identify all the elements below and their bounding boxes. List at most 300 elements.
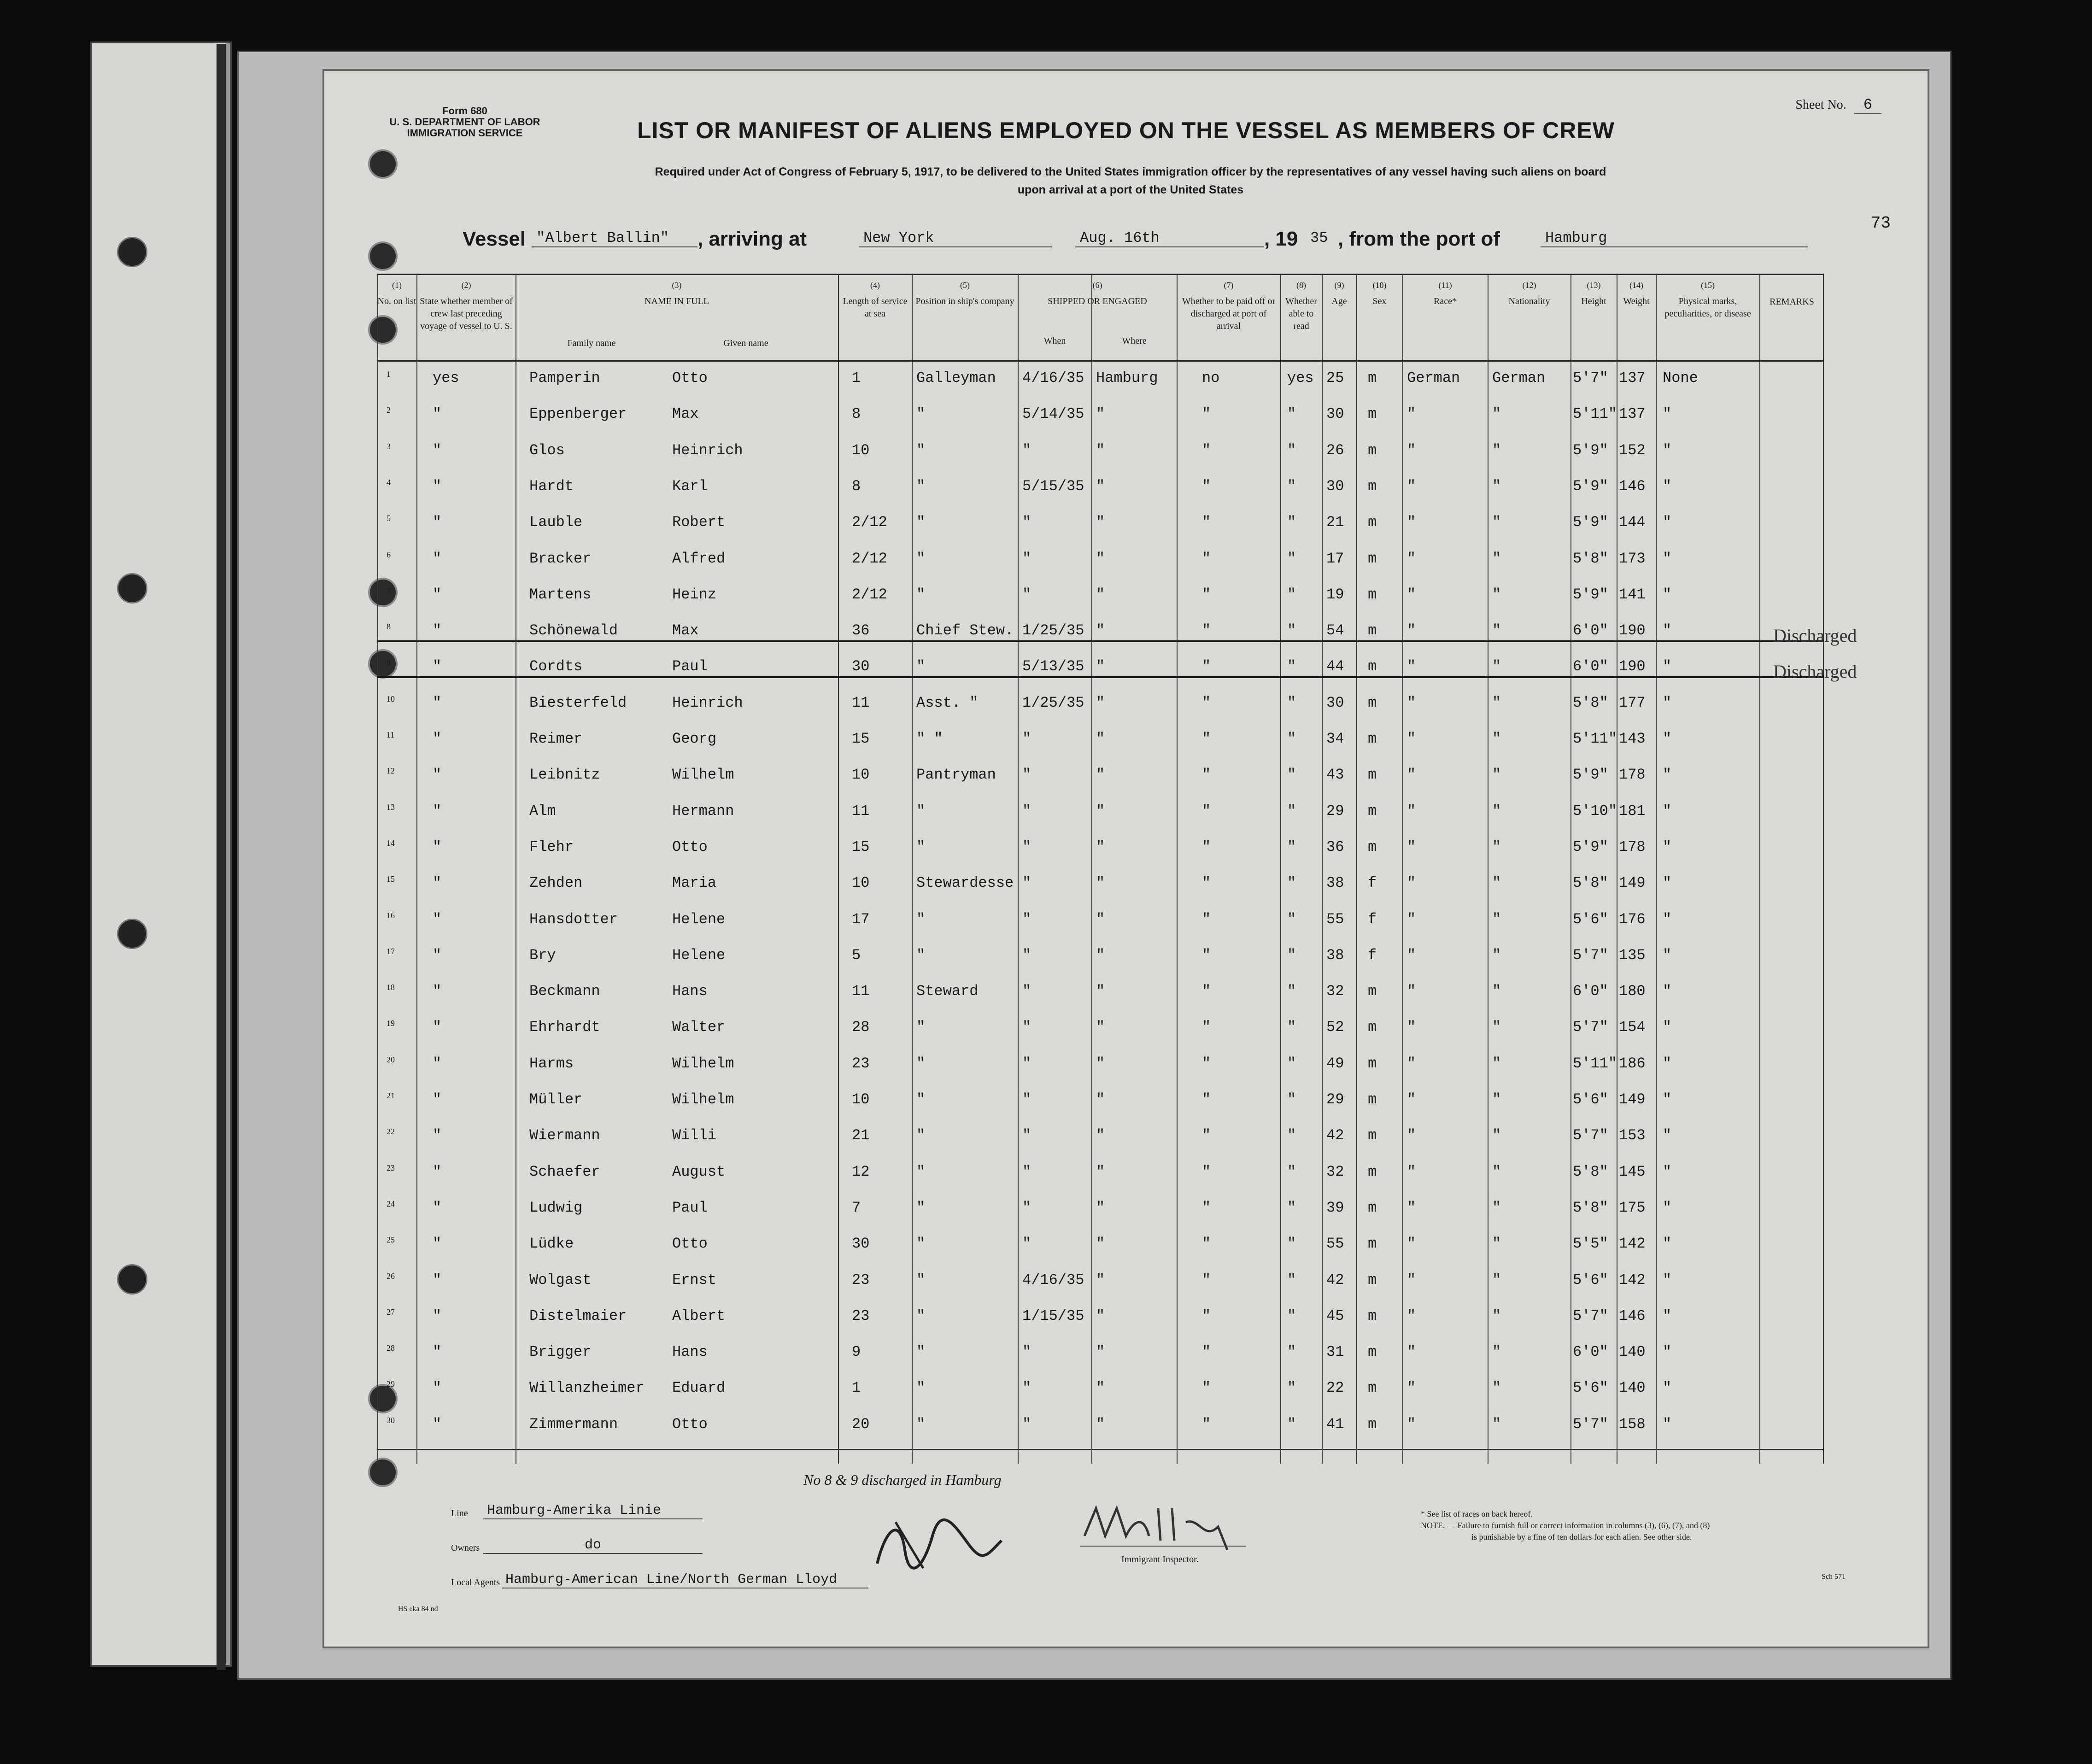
header-family-name: Family name <box>567 338 616 348</box>
cell-weight: 176 <box>1619 910 1646 928</box>
cell-position: " <box>916 1415 926 1433</box>
cell-position: " <box>916 1343 926 1361</box>
cell-position: " <box>916 802 926 820</box>
cell-height: 5'8" <box>1573 1163 1608 1180</box>
cell-shipped-where: " <box>1096 983 1105 1000</box>
cell-previous-voyage: " <box>433 1307 442 1324</box>
cell-given-name: Paul <box>672 658 708 675</box>
cell-race: " <box>1407 1019 1416 1036</box>
col-number: (8) <box>1296 281 1306 290</box>
cell-shipped-where: " <box>1096 1307 1105 1324</box>
cell-weight: 142 <box>1619 1271 1646 1289</box>
cell-height: 6'0" <box>1573 622 1608 639</box>
cell-previous-voyage: " <box>433 1091 442 1108</box>
cell-sex: m <box>1368 1019 1377 1036</box>
cell-nationality: " <box>1492 946 1501 964</box>
table-row <box>377 478 1824 514</box>
cell-able-to-read: " <box>1287 694 1296 711</box>
col-label: NAME IN FULL <box>645 296 709 307</box>
cell-height: 5'7" <box>1573 1127 1608 1144</box>
cell-sex: m <box>1368 1235 1377 1253</box>
cell-shipped-when: 5/13/35 <box>1022 658 1084 675</box>
cell-age: 32 <box>1326 983 1344 1000</box>
col-number: (1) <box>392 281 402 290</box>
immigrant-inspector-label: Immigrant Inspector. <box>1121 1554 1199 1565</box>
cell-shipped-when: " <box>1022 1055 1031 1072</box>
col-label: Race* <box>1434 296 1457 307</box>
cell-weight: 152 <box>1619 441 1646 459</box>
cell-previous-voyage: " <box>433 1343 442 1361</box>
cell-given-name: Albert <box>672 1307 726 1324</box>
cell-family-name: Harms <box>529 1055 574 1072</box>
cell-sex: m <box>1368 1271 1377 1289</box>
cell-age: 39 <box>1326 1199 1344 1216</box>
cell-no: 23 <box>387 1163 395 1172</box>
cell-length-of-service: 10 <box>852 1091 870 1108</box>
cell-paid-off: " <box>1202 1019 1211 1036</box>
cell-race: " <box>1407 766 1416 784</box>
cell-sex: m <box>1368 766 1377 784</box>
cell-paid-off: " <box>1202 766 1211 784</box>
cell-weight: 140 <box>1619 1343 1646 1361</box>
cell-given-name: Max <box>672 622 699 639</box>
cell-previous-voyage: " <box>433 910 442 928</box>
cell-able-to-read: " <box>1287 550 1296 567</box>
cell-height: 5'9" <box>1573 586 1608 603</box>
cell-age: 44 <box>1326 658 1344 675</box>
cell-previous-voyage: " <box>433 946 442 964</box>
cell-weight: 146 <box>1619 1307 1646 1324</box>
line-label: Line <box>451 1508 468 1518</box>
table-row <box>377 1307 1824 1343</box>
cell-paid-off: " <box>1202 477 1211 495</box>
cell-shipped-when: " <box>1022 586 1031 603</box>
table-row <box>377 911 1824 947</box>
cell-nationality: " <box>1492 550 1501 567</box>
cell-sex: f <box>1368 874 1377 892</box>
cell-physical-marks: " <box>1663 1163 1672 1180</box>
cell-physical-marks: " <box>1663 1091 1672 1108</box>
col-label: Length of service at sea <box>843 296 908 319</box>
vessel-name: "Albert Ballin" <box>532 229 697 247</box>
cell-paid-off: " <box>1202 1127 1211 1144</box>
cell-race: " <box>1407 586 1416 603</box>
table-row <box>377 1019 1824 1055</box>
cell-shipped-when: " <box>1022 946 1031 964</box>
cell-length-of-service: 1 <box>852 369 861 387</box>
cell-family-name: Lauble <box>529 514 583 531</box>
cell-position: " <box>916 658 926 675</box>
cell-able-to-read: " <box>1287 622 1296 639</box>
cell-given-name: Walter <box>672 1019 726 1036</box>
cell-shipped-where: " <box>1096 1127 1105 1144</box>
cell-given-name: Maria <box>672 874 717 892</box>
handwritten-sheet-number: 73 <box>1870 214 1891 233</box>
form-code: HS eka 84 nd <box>398 1605 438 1613</box>
cell-length-of-service: 20 <box>852 1415 870 1433</box>
cell-race: " <box>1407 405 1416 423</box>
header-col-2 <box>418 280 515 333</box>
cell-previous-voyage: " <box>433 694 442 711</box>
cell-length-of-service: 30 <box>852 658 870 675</box>
header-col-3 <box>516 280 838 308</box>
cell-age: 30 <box>1326 477 1344 495</box>
departure-port: Hamburg <box>1541 229 1808 247</box>
cell-family-name: Glos <box>529 441 565 459</box>
cell-shipped-where: " <box>1096 838 1105 856</box>
cell-shipped-when: " <box>1022 514 1031 531</box>
table-row <box>377 1272 1824 1307</box>
cell-sex: m <box>1368 658 1377 675</box>
cell-race: " <box>1407 1379 1416 1397</box>
cell-shipped-where: " <box>1096 1163 1105 1180</box>
cell-weight: 190 <box>1619 622 1646 639</box>
cell-position: Steward <box>916 983 979 1000</box>
cell-shipped-when: 4/16/35 <box>1022 1271 1084 1289</box>
col-label: Physical marks, peculiarities, or disease <box>1664 296 1751 319</box>
cell-shipped-when: " <box>1022 910 1031 928</box>
table-row <box>377 983 1824 1019</box>
cell-height: 5'6" <box>1573 910 1608 928</box>
cell-weight: 181 <box>1619 802 1646 820</box>
cell-weight: 177 <box>1619 694 1646 711</box>
cell-previous-voyage: " <box>433 802 442 820</box>
cell-race: " <box>1407 730 1416 747</box>
cell-sex: m <box>1368 983 1377 1000</box>
cell-position: Stewardesse <box>916 874 1014 892</box>
cell-weight: 173 <box>1619 550 1646 567</box>
cell-sex: m <box>1368 1055 1377 1072</box>
cell-physical-marks: " <box>1663 586 1672 603</box>
cell-weight: 178 <box>1619 838 1646 856</box>
cell-given-name: Karl <box>672 477 708 495</box>
table-row <box>377 694 1824 730</box>
cell-given-name: Wilhelm <box>672 1055 734 1072</box>
cell-age: 34 <box>1326 730 1344 747</box>
header-given-name: Given name <box>723 338 768 348</box>
cell-able-to-read: " <box>1287 405 1296 423</box>
cell-sex: m <box>1368 838 1377 856</box>
cell-position: " <box>916 1127 926 1144</box>
col-number: (10) <box>1372 281 1387 290</box>
cell-able-to-read: " <box>1287 874 1296 892</box>
cell-family-name: Flehr <box>529 838 574 856</box>
cell-height: 5'9" <box>1573 477 1608 495</box>
cell-sex: m <box>1368 550 1377 567</box>
cell-family-name: Hardt <box>529 477 574 495</box>
cell-paid-off: " <box>1202 730 1211 747</box>
cell-nationality: " <box>1492 910 1501 928</box>
cell-given-name: Robert <box>672 514 726 531</box>
cell-height: 5'9" <box>1573 514 1608 531</box>
cell-physical-marks: " <box>1663 441 1672 459</box>
cell-position: " <box>916 477 926 495</box>
cell-age: 19 <box>1326 586 1344 603</box>
cell-shipped-when: " <box>1022 1199 1031 1216</box>
cell-height: 5'10" <box>1573 802 1617 820</box>
cell-given-name: Heinrich <box>672 441 743 459</box>
col-label: Age <box>1331 296 1347 307</box>
sheet-number-value: 6 <box>1854 96 1881 114</box>
cell-paid-off: " <box>1202 405 1211 423</box>
cell-shipped-when: " <box>1022 1091 1031 1108</box>
cell-age: 29 <box>1326 802 1344 820</box>
cell-able-to-read: " <box>1287 1415 1296 1433</box>
cell-position: Chief Stew. <box>916 622 1014 639</box>
cell-shipped-where: " <box>1096 1055 1105 1072</box>
col-label: Sex <box>1372 296 1387 307</box>
cell-family-name: Bry <box>529 946 556 964</box>
col-label: No. on list <box>377 296 416 307</box>
cell-physical-marks: " <box>1663 730 1672 747</box>
cell-position: " <box>916 1163 926 1180</box>
cell-nationality: " <box>1492 1055 1501 1072</box>
manifest-footer <box>370 1471 1891 1619</box>
subtitle-line-1: Required under Act of Congress of February 5, 1917, to be delivered to the United States immigration officer by the representatives of any vessel having such aliens on board <box>655 165 1606 178</box>
cell-race: " <box>1407 694 1416 711</box>
binder-ring <box>117 237 147 267</box>
cell-height: 6'0" <box>1573 658 1608 675</box>
cell-no: 8 <box>387 622 391 632</box>
cell-shipped-when: 1/25/35 <box>1022 694 1084 711</box>
cell-given-name: Paul <box>672 1199 708 1216</box>
cell-no: 11 <box>387 730 395 739</box>
cell-race: " <box>1407 1271 1416 1289</box>
cell-length-of-service: 11 <box>852 802 870 820</box>
punch-hole <box>368 241 398 271</box>
cell-nationality: " <box>1492 514 1501 531</box>
cell-nationality: German <box>1492 369 1546 387</box>
header-col-6 <box>1019 280 1176 308</box>
cell-position: " <box>916 1379 926 1397</box>
cell-shipped-where: " <box>1096 946 1105 964</box>
cell-race: " <box>1407 1307 1416 1324</box>
cell-physical-marks: " <box>1663 1199 1672 1216</box>
cell-shipped-when: 5/14/35 <box>1022 405 1084 423</box>
cell-height: 5'7" <box>1573 1415 1608 1433</box>
header-when: When <box>1043 336 1066 346</box>
cell-family-name: Brigger <box>529 1343 592 1361</box>
year-prefix: , 19 <box>1264 228 1298 250</box>
cell-height: 5'8" <box>1573 550 1608 567</box>
cell-shipped-when: " <box>1022 1127 1031 1144</box>
cell-paid-off: " <box>1202 1415 1211 1433</box>
cell-no: 25 <box>387 1235 395 1245</box>
cell-shipped-when: 1/15/35 <box>1022 1307 1084 1324</box>
cell-sex: m <box>1368 441 1377 459</box>
cell-no: 10 <box>387 694 395 703</box>
page-stack-left <box>90 41 232 1667</box>
cell-age: 29 <box>1326 1091 1344 1108</box>
cell-given-name: August <box>672 1163 726 1180</box>
cell-position: " <box>916 550 926 567</box>
cell-position: " <box>916 586 926 603</box>
cell-paid-off: " <box>1202 441 1211 459</box>
cell-previous-voyage: " <box>433 477 442 495</box>
cell-physical-marks: " <box>1663 1343 1672 1361</box>
cell-no: 16 <box>387 910 395 920</box>
cell-height: 5'6" <box>1573 1271 1608 1289</box>
table-row <box>377 405 1824 441</box>
remark-discharged: Discharged <box>1773 625 1857 646</box>
cell-family-name: Pamperin <box>529 369 600 387</box>
col-label: SHIPPED OR ENGAGED <box>1048 296 1147 307</box>
cell-age: 42 <box>1326 1271 1344 1289</box>
cell-length-of-service: 23 <box>852 1055 870 1072</box>
cell-nationality: " <box>1492 1307 1501 1324</box>
table-row <box>377 1416 1824 1452</box>
cell-race: " <box>1407 1163 1416 1180</box>
crew-table <box>377 274 1857 1464</box>
cell-able-to-read: " <box>1287 910 1296 928</box>
arrival-date: Aug. 16th <box>1075 229 1264 247</box>
cell-age: 45 <box>1326 1307 1344 1324</box>
cell-shipped-where: " <box>1096 1091 1105 1108</box>
cell-nationality: " <box>1492 1127 1501 1144</box>
cell-no: 15 <box>387 874 395 884</box>
cell-no: 6 <box>387 550 391 559</box>
cell-height: 6'0" <box>1573 1343 1608 1361</box>
cell-position: " <box>916 946 926 964</box>
cell-shipped-where: " <box>1096 1271 1105 1289</box>
owners-label: Owners <box>451 1543 480 1553</box>
cell-sex: m <box>1368 1127 1377 1144</box>
arrival-port: New York <box>859 229 1052 247</box>
arriving-label: , arriving at <box>697 228 807 250</box>
cell-shipped-when: " <box>1022 1379 1031 1397</box>
cell-nationality: " <box>1492 802 1501 820</box>
cell-previous-voyage: " <box>433 550 442 567</box>
col-number: (11) <box>1438 281 1452 290</box>
header-col-4 <box>839 280 911 320</box>
cell-weight: 158 <box>1619 1415 1646 1433</box>
col-label: Weight <box>1623 296 1650 307</box>
header-col-11 <box>1404 280 1487 308</box>
cell-shipped-where: " <box>1096 1379 1105 1397</box>
cell-physical-marks: None <box>1663 369 1698 387</box>
cell-physical-marks: " <box>1663 1379 1672 1397</box>
cell-family-name: Schaefer <box>529 1163 600 1180</box>
binder-edge <box>217 44 226 1670</box>
cell-length-of-service: 30 <box>852 1235 870 1253</box>
header-col-7 <box>1178 280 1279 333</box>
binder-ring <box>117 1264 147 1295</box>
subtitle-line-2: upon arrival at a port of the United States <box>1017 183 1244 196</box>
cell-given-name: Heinz <box>672 586 717 603</box>
cell-physical-marks: " <box>1663 514 1672 531</box>
cell-given-name: Heinrich <box>672 694 743 711</box>
cell-shipped-where: " <box>1096 477 1105 495</box>
cell-weight: 153 <box>1619 1127 1646 1144</box>
cell-paid-off: " <box>1202 694 1211 711</box>
header-where: Where <box>1122 336 1147 346</box>
cell-no: 20 <box>387 1055 395 1064</box>
local-agents-value: Hamburg-American Line/North German Lloyd <box>502 1572 868 1588</box>
cell-able-to-read: " <box>1287 1199 1296 1216</box>
cell-shipped-when: " <box>1022 441 1031 459</box>
cell-length-of-service: 10 <box>852 441 870 459</box>
col-number: (12) <box>1522 281 1536 290</box>
line-value: Hamburg-Amerika Linie <box>483 1503 703 1519</box>
cell-family-name: Ludwig <box>529 1199 583 1216</box>
cell-sex: m <box>1368 1379 1377 1397</box>
cell-age: 42 <box>1326 1127 1344 1144</box>
cell-height: 5'7" <box>1573 369 1608 387</box>
cell-previous-voyage: " <box>433 1055 442 1072</box>
cell-sex: m <box>1368 1343 1377 1361</box>
cell-sex: m <box>1368 477 1377 495</box>
cell-sex: m <box>1368 1163 1377 1180</box>
cell-given-name: Wilhelm <box>672 1091 734 1108</box>
cell-previous-voyage: " <box>433 622 442 639</box>
cell-nationality: " <box>1492 405 1501 423</box>
cell-family-name: Ehrhardt <box>529 1019 600 1036</box>
table-row <box>377 658 1857 694</box>
cell-previous-voyage: " <box>433 658 442 675</box>
cell-height: 5'7" <box>1573 1307 1608 1324</box>
cell-age: 26 <box>1326 441 1344 459</box>
table-row <box>377 838 1824 874</box>
cell-previous-voyage: " <box>433 983 442 1000</box>
cell-physical-marks: " <box>1663 1415 1672 1433</box>
cell-able-to-read: " <box>1287 1163 1296 1180</box>
cell-shipped-where: " <box>1096 910 1105 928</box>
cell-physical-marks: " <box>1663 550 1672 567</box>
cell-position: " " <box>916 730 943 747</box>
header-col-15 <box>1657 280 1758 320</box>
owners-value: do <box>483 1537 703 1554</box>
table-row <box>377 1343 1824 1379</box>
cell-race: " <box>1407 477 1416 495</box>
cell-able-to-read: " <box>1287 802 1296 820</box>
cell-height: 5'9" <box>1573 838 1608 856</box>
sheet-number-label: Sheet No. <box>1795 98 1846 112</box>
cell-given-name: Otto <box>672 838 708 856</box>
col-label: Position in ship's company <box>915 296 1014 307</box>
cell-shipped-when: " <box>1022 730 1031 747</box>
cell-height: 5'11" <box>1573 1055 1617 1072</box>
cell-no: 28 <box>387 1343 395 1353</box>
cell-shipped-where: " <box>1096 405 1105 423</box>
cell-race: " <box>1407 1343 1416 1361</box>
cell-physical-marks: " <box>1663 1307 1672 1324</box>
cell-shipped-when: " <box>1022 1235 1031 1253</box>
cell-able-to-read: " <box>1287 1379 1296 1397</box>
cell-weight: 154 <box>1619 1019 1646 1036</box>
cell-physical-marks: " <box>1663 694 1672 711</box>
cell-previous-voyage: " <box>433 874 442 892</box>
local-agents-label: Local Agents <box>451 1577 500 1588</box>
cell-nationality: " <box>1492 694 1501 711</box>
binder-ring <box>117 919 147 949</box>
header-col-14 <box>1618 280 1655 308</box>
cell-position: " <box>916 1271 926 1289</box>
cell-weight: 190 <box>1619 658 1646 675</box>
cell-previous-voyage: " <box>433 1235 442 1253</box>
cell-position: Pantryman <box>916 766 996 784</box>
cell-no: 5 <box>387 514 391 523</box>
header-remarks: REMARKS <box>1770 297 1814 307</box>
cell-sex: m <box>1368 622 1377 639</box>
cell-sex: m <box>1368 405 1377 423</box>
cell-shipped-when: " <box>1022 1415 1031 1433</box>
cell-nationality: " <box>1492 477 1501 495</box>
cell-paid-off: " <box>1202 1343 1211 1361</box>
cell-sex: f <box>1368 946 1377 964</box>
cell-able-to-read: " <box>1287 766 1296 784</box>
cell-given-name: Otto <box>672 369 708 387</box>
cell-shipped-when: " <box>1022 802 1031 820</box>
